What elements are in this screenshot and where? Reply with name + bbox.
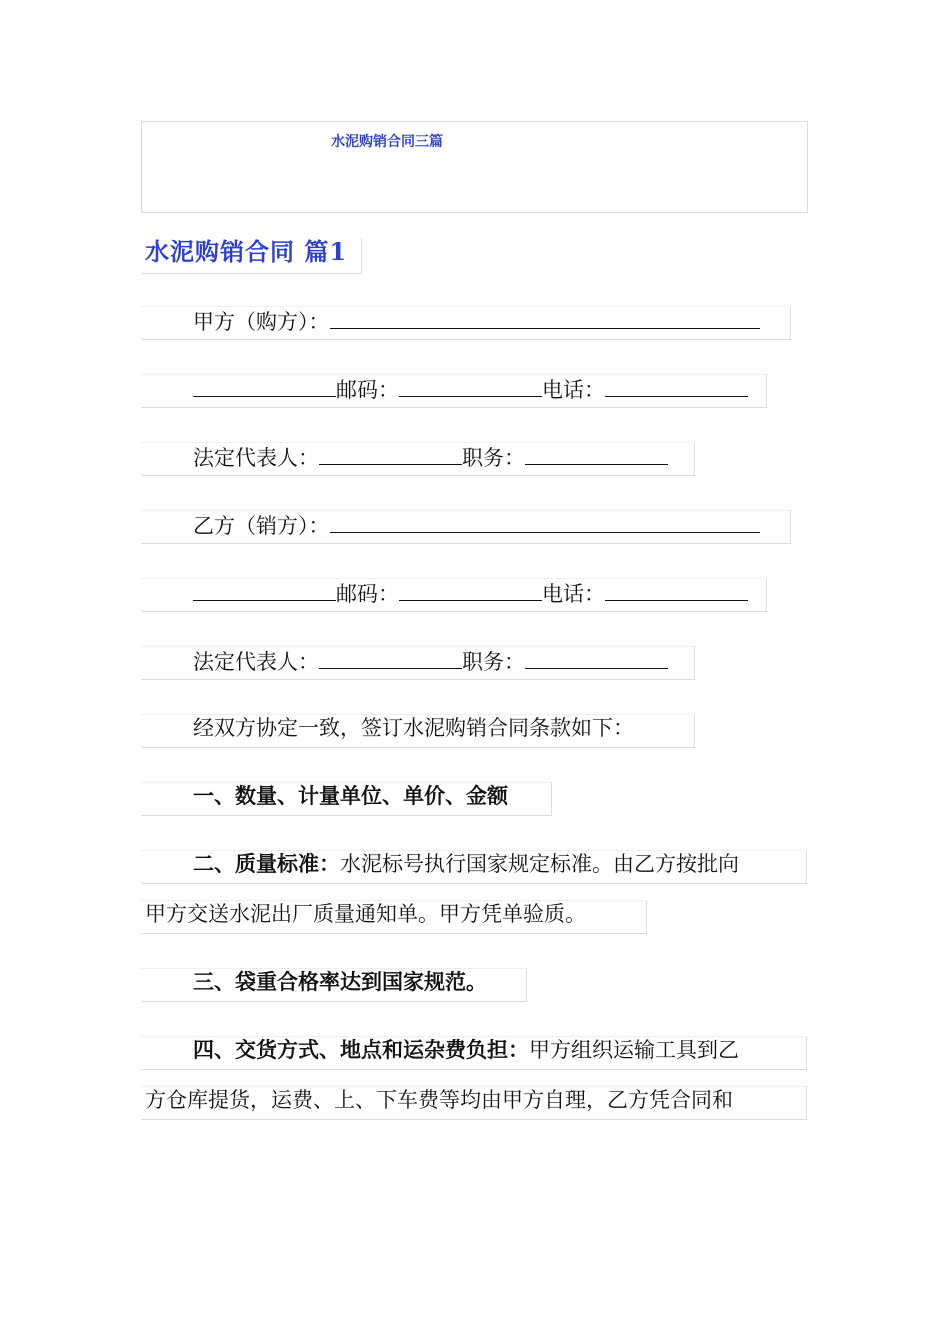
party-a-line xyxy=(193,306,760,336)
document-title: 水泥购销合同三篇 xyxy=(331,134,443,150)
party-a-phone-blank[interactable] xyxy=(605,374,748,397)
party-b-phone-blank[interactable] xyxy=(605,578,748,601)
clause-2-line-1 xyxy=(193,850,739,878)
party-a-label: 甲方（购方）： xyxy=(193,310,330,334)
party-b-address-blank[interactable] xyxy=(193,578,336,601)
party-b-postcode-label: 邮码： xyxy=(336,582,399,606)
party-a-rep-label: 法定代表人： xyxy=(193,446,319,470)
party-b-phone-label: 电话： xyxy=(542,582,605,606)
party-a-address-blank[interactable] xyxy=(193,374,336,397)
party-b-rep-blank[interactable] xyxy=(319,646,462,669)
clause-2-line-2: 甲方交送水泥出厂质量通知单。甲方凭单验质。 xyxy=(145,902,586,926)
divider xyxy=(141,273,361,274)
party-b-position-label: 职务： xyxy=(462,650,525,674)
party-b-name-blank[interactable] xyxy=(330,510,760,533)
party-b-label: 乙方（销方）： xyxy=(193,514,330,538)
party-a-postcode-blank[interactable] xyxy=(399,374,542,397)
clause-3-heading: 三、袋重合格率达到国家规范。 xyxy=(193,969,487,994)
party-a-phone-label: 电话： xyxy=(542,378,605,402)
party-b-position-blank[interactable] xyxy=(525,646,668,669)
clause-4-line-2: 方仓库提货，运费、上、下车费等均由甲方自理，乙方凭合同和 xyxy=(145,1088,733,1112)
header-box xyxy=(141,121,808,213)
clause-4-text: 甲方组织运输工具到乙 xyxy=(529,1038,739,1062)
clause-4-heading: 四、交货方式、地点和运杂费负担： xyxy=(193,1037,529,1062)
clause-2-heading: 二、质量标准： xyxy=(193,851,340,876)
clause-4-line-1 xyxy=(193,1036,739,1064)
clause-2-text: 水泥标号执行国家规定标准。由乙方按批向 xyxy=(340,852,739,876)
clause-1-heading: 一、数量、计量单位、单价、金额 xyxy=(193,783,508,808)
party-b-postcode-blank[interactable] xyxy=(399,578,542,601)
party-a-rep-line xyxy=(193,442,668,472)
party-a-rep-blank[interactable] xyxy=(319,442,462,465)
party-b-rep-line xyxy=(193,646,668,676)
party-a-postcode-label: 邮码： xyxy=(336,378,399,402)
divider xyxy=(361,238,362,274)
party-b-line xyxy=(193,510,760,540)
party-b-rep-label: 法定代表人： xyxy=(193,650,319,674)
party-b-contact-line xyxy=(193,578,748,608)
party-a-name-blank[interactable] xyxy=(330,306,760,329)
party-a-contact-line xyxy=(193,374,748,404)
party-a-position-blank[interactable] xyxy=(525,442,668,465)
intro-text: 经双方协定一致，签订水泥购销合同条款如下： xyxy=(193,716,634,740)
section-title: 水泥购销合同 篇1 xyxy=(145,237,348,266)
party-a-position-label: 职务： xyxy=(462,446,525,470)
